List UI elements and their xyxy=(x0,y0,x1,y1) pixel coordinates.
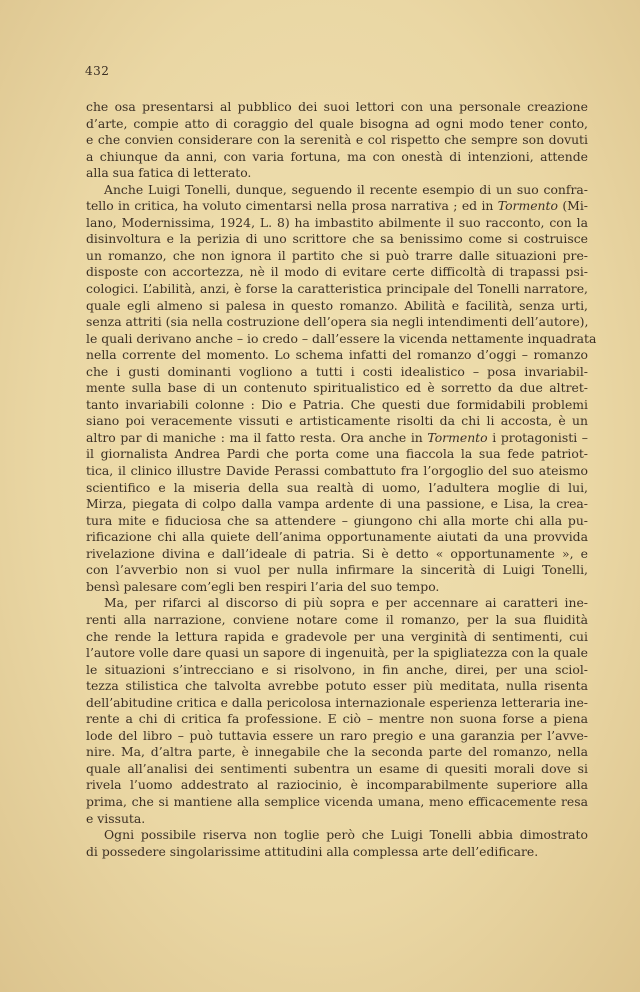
text-line: lode del libro – può tuttavia essere un raro pregio e una garanzia per l’avve- xyxy=(86,727,588,743)
text-line: che i gusti dominanti vogliono a tutti i costi idealistico – posa invariabil- xyxy=(86,363,588,379)
text-line: disinvoltura e la perizia di uno scrittore che sa benissimo come si costruisce xyxy=(86,231,588,247)
text-line: tanto invariabili colonne : Dio e Patria. Che questi due formidabili problemi xyxy=(86,396,588,412)
text-segment: tello in critica, ha voluto cimentarsi nella prosa narrativa ; ed in xyxy=(86,198,498,214)
text-line: il giornalista Andrea Pardi che porta come una fiaccola la sua fede patriot- xyxy=(86,446,588,462)
text-line: tura mite e fiduciosa che sa attendere – giungono chi alla morte chi alla pu- xyxy=(86,512,588,528)
text-line: l’autore volle dare quasi un sapore di ingenuità, per la spigliatezza con la quale xyxy=(86,645,588,661)
text-line: rente a chi di critica fa professione. E ciò – mentre non suona forse a piena xyxy=(86,711,588,727)
text-line: le quali derivano anche – io credo – dall’essere la vicenda nettamente inquadrata xyxy=(86,330,597,346)
text-line: e che convien considerare con la serenità e col rispetto che sempre son dovuti xyxy=(86,132,588,148)
text-line: cologici. L’abilità, anzi, è forse la caratteristica principale del Tonelli narratore, xyxy=(86,281,588,297)
book-title: Tormento xyxy=(427,429,488,445)
text-line: un romanzo, che non ignora il partito che si può trarre dalle situazioni pre- xyxy=(86,247,588,263)
text-line: quale egli almeno si palesa in questo romanzo. Abilità e facilità, senza urti, xyxy=(86,297,588,313)
text-line: prima, che si mantiene alla semplice vicenda umana, meno efficacemente resa xyxy=(86,793,588,809)
text-segment: i protagonisti – xyxy=(487,429,588,445)
text-line: alla sua fatica di letterato. xyxy=(86,165,252,181)
text-line: renti alla narrazione, conviene notare come il romanzo, per la sua fluidità xyxy=(86,611,588,627)
text-line: quale all’analisi dei sentimenti subentra un esame di quesiti morali dove si xyxy=(86,760,588,776)
text-segment: (Mi- xyxy=(557,198,588,214)
text-line: lano, Modernissima, 1924, L. 8) ha imbastito abilmente il suo racconto, con la xyxy=(86,214,588,230)
text-line xyxy=(86,198,588,215)
text-line: che osa presentarsi al pubblico dei suoi lettori con una personale creazione xyxy=(86,99,588,114)
text-line: rivelazione divina e dall’ideale di patria. Si è detto « opportunamente », e xyxy=(86,545,588,561)
text-line: nire. Ma, d’altra parte, è innegabile che la seconda parte del romanzo, nella xyxy=(86,744,588,760)
text-line: bensì palesare com’egli ben respiri l’aria del suo tempo. xyxy=(86,578,440,594)
text-line: Ma, per rifarci al discorso di più sopra e per accennare ai caratteri ine- xyxy=(104,595,588,611)
text-line: senza attriti (sia nella costruzione dell’opera sia negli intendimenti dell’autore), xyxy=(86,314,589,330)
text-line: nella corrente del momento. Lo schema infatti del romanzo d’oggi – romanzo xyxy=(86,347,588,363)
text-line: di possedere singolarissime attitudini alla complessa arte dell’edificare. xyxy=(86,843,539,859)
text-line: dell’abitudine critica e dalla pericolosa internazionale esperienza letteraria ine- xyxy=(86,694,588,710)
body-text xyxy=(86,99,597,860)
text-line xyxy=(86,430,588,447)
text-line: Anche Luigi Tonelli, dunque, seguendo il recente esempio di un suo confra- xyxy=(104,181,588,197)
page-number: 432 xyxy=(85,64,110,78)
book-title: Tormento xyxy=(497,198,558,214)
text-line: con l’avverbio non si vuol per nulla infirmare la sincerità di Luigi Tonelli, xyxy=(86,562,588,578)
text-line: le situazioni s’intrecciano e si risolvono, in fin anche, direi, per una sciol- xyxy=(86,661,588,677)
text-line: a chiunque da anni, con varia fortuna, ma con onestà di intenzioni, attende xyxy=(86,148,588,164)
text-line: rificazione chi alla quiete dell’anima opportunamente aiutati da una provvida xyxy=(86,529,588,545)
text-line: scientifico e la miseria della sua realtà di uomo, l’adultera moglie di lui, xyxy=(86,479,588,495)
text-line: e vissuta. xyxy=(86,810,146,826)
text-line: tezza stilistica che talvolta avrebbe potuto esser più meditata, nulla risenta xyxy=(86,678,588,694)
text-line: disposte con accortezza, nè il modo di evitare certe difficoltà di trapassi psi- xyxy=(86,264,588,280)
text-line: rivela l’uomo addestrato al raziocinio, è incomparabilmente superiore alla xyxy=(86,777,588,793)
text-line: Ogni possibile riserva non toglie però che Luigi Tonelli abbia dimostrato xyxy=(104,827,588,843)
text-line: tica, il clinico illustre Davide Perassi combattuto fra l’orgoglio del suo ateismo xyxy=(86,463,588,479)
text-line: d’arte, compie atto di coraggio del quale bisogna ad ogni modo tener conto, xyxy=(86,115,588,131)
text-line: mente sulla base di un contenuto spiritualistico ed è sorretto da due altret- xyxy=(86,380,588,396)
text-line: che rende la lettura rapida e gradevole per una verginità di sentimenti, cui xyxy=(86,628,588,644)
text-segment: altro par di maniche : ma il fatto resta. Ora anche in xyxy=(86,429,428,445)
text-line: Mirza, piegata di colpo dalla vampa ardente di una passione, e Lisa, la crea- xyxy=(86,496,588,512)
text-line: siano poi veracemente vissuti e artisticamente risolti da chi li accosta, è un xyxy=(86,413,588,429)
